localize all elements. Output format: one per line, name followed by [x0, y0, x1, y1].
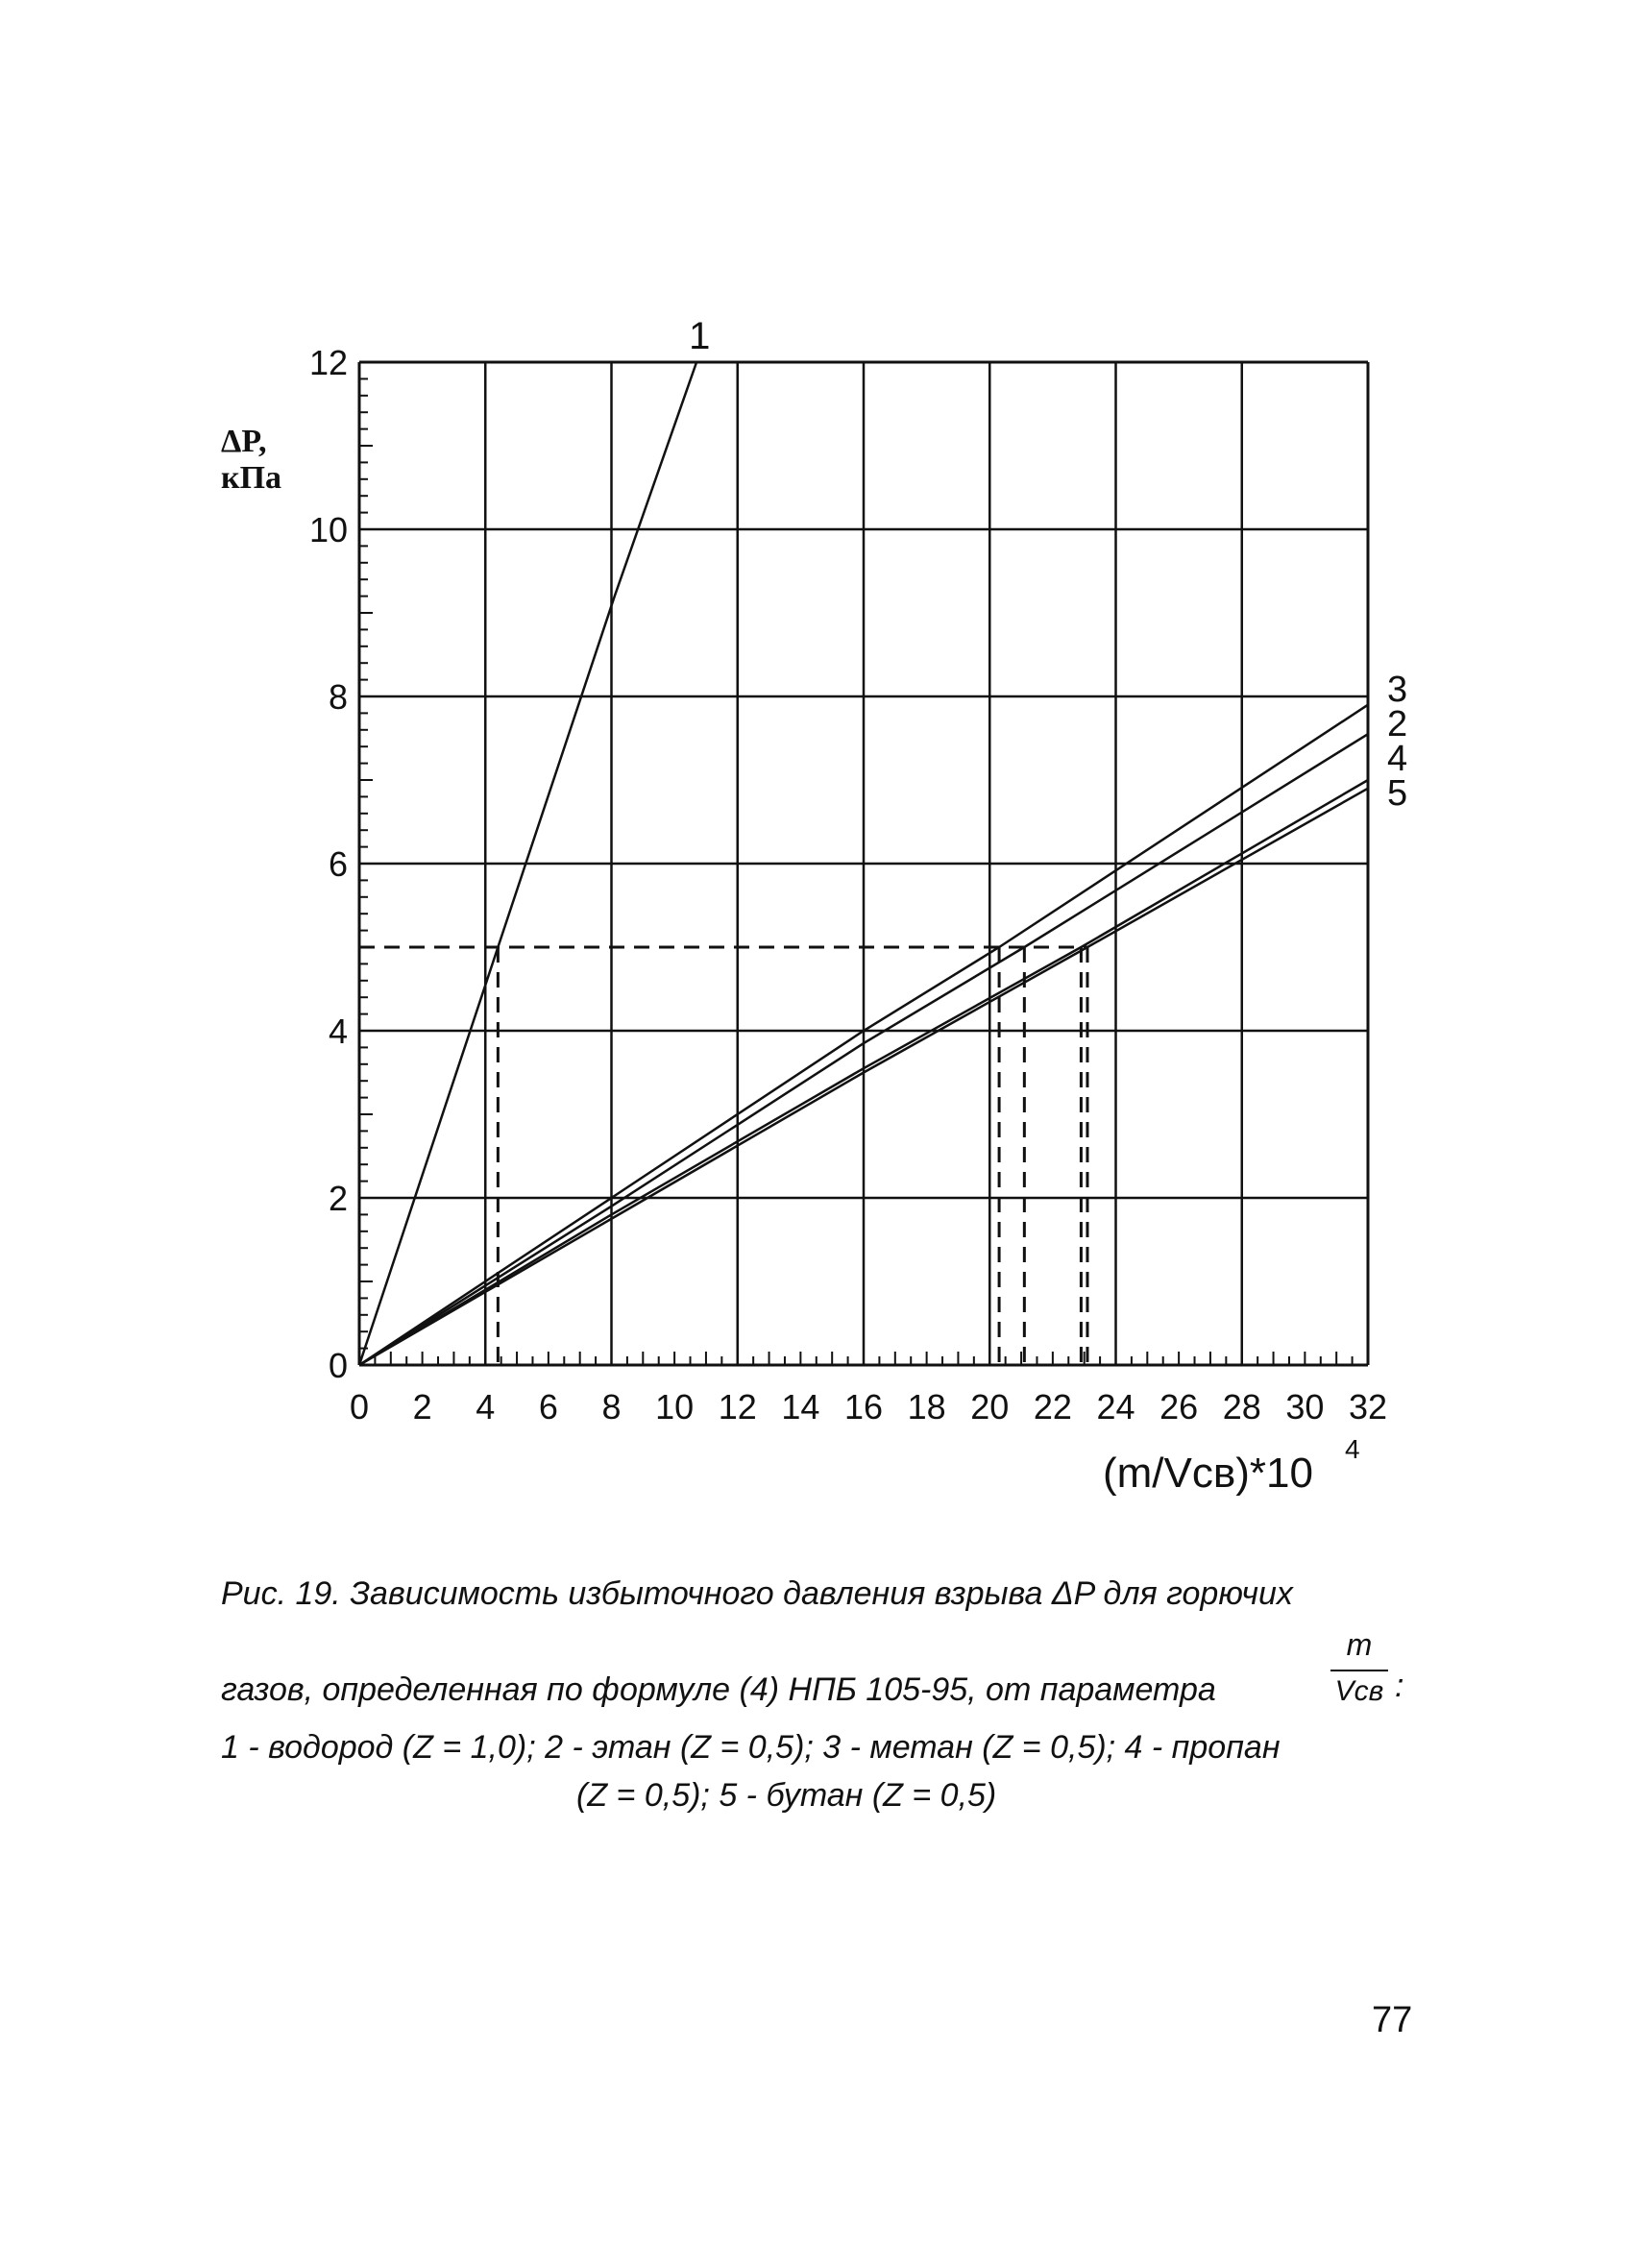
x-tick-label: 12 — [718, 1387, 757, 1427]
x-tick-label: 28 — [1222, 1387, 1261, 1427]
x-tick-label: 6 — [538, 1387, 558, 1427]
x-tick-label: 26 — [1159, 1387, 1199, 1427]
y-tick-label: 10 — [308, 510, 348, 549]
caption-fraction — [1330, 1627, 1388, 1708]
fraction-bar — [1330, 1670, 1388, 1671]
caption-line-4: (Z = 0,5); 5 - бутан (Z = 0,5) — [576, 1777, 997, 1814]
x-tick-label: 24 — [1096, 1387, 1135, 1427]
page-number: 77 — [1372, 2000, 1413, 2040]
y-tick-label: 8 — [328, 677, 348, 717]
x-tick-label: 14 — [781, 1387, 820, 1427]
y-tick-label: 4 — [328, 1012, 348, 1051]
series-label-right: 3 — [1387, 670, 1408, 710]
x-tick-label: 30 — [1285, 1387, 1325, 1427]
x-tick-label: 8 — [601, 1387, 622, 1427]
series-label-right: 2 — [1387, 704, 1408, 744]
chart-grid — [359, 362, 1368, 1365]
x-tick-label: 20 — [970, 1387, 1010, 1427]
x-tick-label: 32 — [1348, 1387, 1388, 1427]
y-axis-label: ΔP, — [221, 424, 267, 459]
x-tick-label: 2 — [412, 1387, 432, 1427]
x-tick-label: 16 — [843, 1387, 884, 1427]
x-tick-label: 18 — [907, 1387, 946, 1427]
y-tick-label: 0 — [328, 1346, 348, 1385]
fraction-colon: : — [1395, 1668, 1404, 1704]
caption-line-3: 1 - водород (Z = 1,0); 2 - этан (Z = 0,5); 3 - метан (Z = 0,5); 4 - пропан — [221, 1729, 1281, 1766]
series-label-right: 5 — [1387, 773, 1408, 814]
x-tick-label: 4 — [476, 1387, 496, 1427]
y-tick-label: 12 — [308, 343, 348, 382]
series-label-1: 1 — [689, 315, 711, 357]
fraction-numerator: m — [1346, 1627, 1373, 1662]
y-tick-label: 2 — [328, 1179, 348, 1218]
x-tick-label: 10 — [655, 1387, 695, 1427]
x-axis-label: (m/Vсв)*10 — [1103, 1450, 1313, 1497]
axis-labels — [221, 424, 1360, 1497]
caption-line-2: газов, определенная по формуле (4) НПБ 105-95, от параметра — [221, 1671, 1216, 1708]
fraction-denominator: Vсв — [1334, 1675, 1384, 1707]
x-tick-label: 0 — [349, 1387, 370, 1427]
y-axis-label: кПа — [221, 460, 282, 496]
x-tick-label: 22 — [1033, 1387, 1072, 1427]
x-axis-label-exponent: 4 — [1345, 1434, 1360, 1464]
y-tick-label: 6 — [328, 844, 348, 884]
caption-line-1: Рис. 19. Зависимость избыточного давления взрыва ΔP для горючих — [221, 1575, 1293, 1612]
series-label-right: 4 — [1387, 739, 1408, 779]
